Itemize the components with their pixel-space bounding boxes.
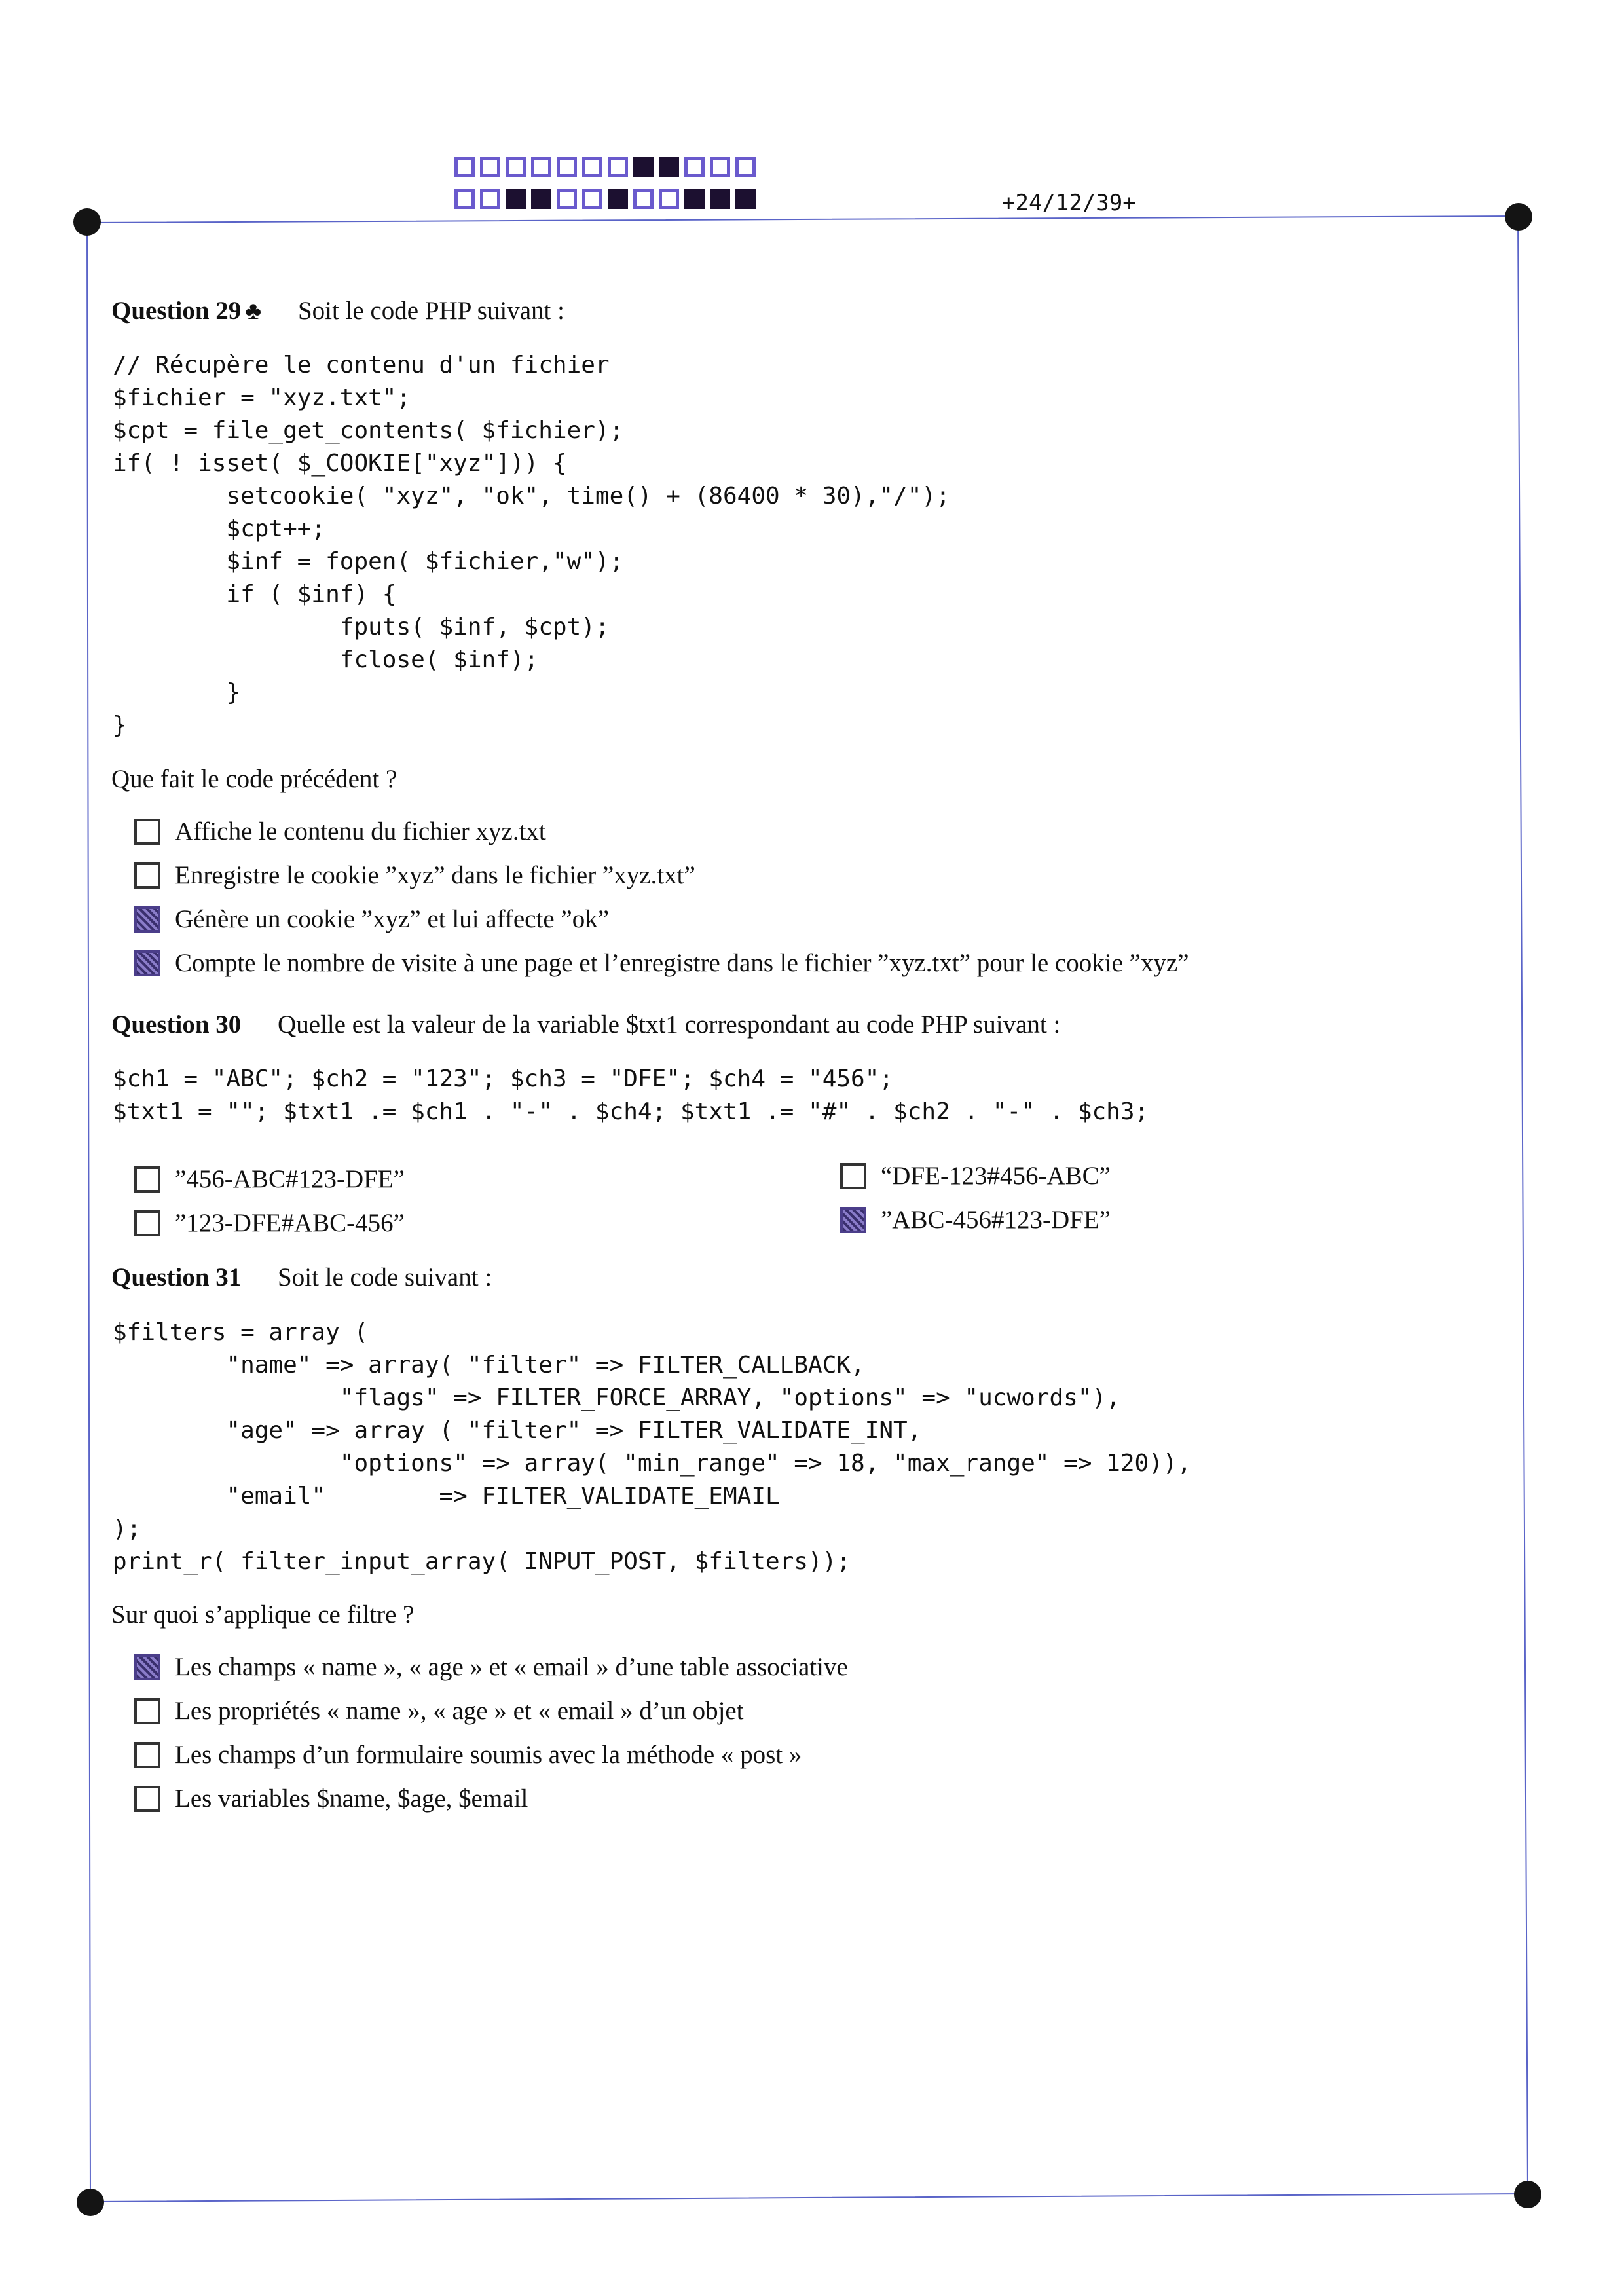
q31-option-4[interactable] <box>134 1784 528 1813</box>
id-box <box>659 189 679 209</box>
q30-option-3[interactable] <box>840 1161 1111 1191</box>
checkbox[interactable] <box>134 1166 160 1193</box>
q30-option-4[interactable] <box>840 1205 1111 1234</box>
option-text: Les champs d’un formulaire soumis avec la méthode « post » <box>175 1741 802 1769</box>
page-id: +24/12/39+ <box>1002 190 1136 216</box>
registration-mark-top-right <box>1505 203 1532 231</box>
id-box <box>582 157 602 177</box>
checkbox[interactable] <box>840 1163 866 1189</box>
q29-option-4[interactable] <box>134 948 1189 978</box>
q31-code-block: $filters = array ( "name" => array( "filter" => FILTER_CALLBACK, "flags" => FILTER_FORCE_ARRAY, "options" => "ucwords"), "age" => array ( "filter" => FILTER_VALIDATE_INT, "options" => array( "min_range" => 18, "max_range" => 120)), "email" => FILTER_VALIDATE_EMAIL ); print_r( filter_input_array( INPUT_POST, $filters)); <box>113 1319 1192 1575</box>
option-text: “DFE-123#456-ABC” <box>881 1162 1111 1190</box>
checkbox[interactable] <box>134 906 160 933</box>
question-prompt: Quelle est la valeur de la variable $txt1 correspondant au code PHP suivant : <box>278 1010 1061 1039</box>
question-prompt: Soit le code suivant : <box>278 1263 492 1291</box>
id-box <box>684 189 705 209</box>
id-box <box>557 189 577 209</box>
option-text: Compte le nombre de visite à une page et l’enregistre dans le fichier ”xyz.txt” pour le cookie ”xyz” <box>175 949 1189 977</box>
q29-option-3[interactable] <box>134 904 609 934</box>
id-box <box>608 157 628 177</box>
id-box-row-1 <box>454 157 756 177</box>
question-29-header <box>111 296 564 325</box>
id-box <box>633 157 654 177</box>
question-label: Question 30 <box>111 1010 242 1039</box>
id-box <box>710 189 730 209</box>
id-box <box>735 189 756 209</box>
checkbox[interactable] <box>134 1698 160 1724</box>
id-box <box>710 157 730 177</box>
checkbox[interactable] <box>134 1786 160 1812</box>
checkbox[interactable] <box>134 1742 160 1768</box>
registration-mark-bottom-right <box>1514 2181 1541 2208</box>
q29-option-1[interactable] <box>134 817 546 846</box>
option-text: ”456-ABC#123-DFE” <box>175 1165 405 1193</box>
id-box <box>608 189 628 209</box>
id-box <box>659 157 679 177</box>
question-30-header <box>111 1010 1060 1039</box>
q29-option-2[interactable] <box>134 861 695 890</box>
id-box <box>735 157 756 177</box>
q31-question: Sur quoi s’applique ce filtre ? <box>111 1601 415 1629</box>
q30-option-1[interactable] <box>134 1164 405 1194</box>
checkbox[interactable] <box>134 862 160 889</box>
club-icon: ♣ <box>245 297 262 325</box>
q30-code-block: $ch1 = "ABC"; $ch2 = "123"; $ch3 = "DFE"; $ch4 = "456"; $txt1 = ""; $txt1 .= $ch1 . "-" . $ch4; $txt1 .= "#" . $ch2 . "-" . $ch3; <box>113 1065 1149 1125</box>
q29-question: Que fait le code précédent ? <box>111 765 397 793</box>
q30-option-2[interactable] <box>134 1208 405 1238</box>
id-box <box>684 157 705 177</box>
option-text: Les champs « name », « age » et « email » d’une table associative <box>175 1653 848 1681</box>
question-31-header <box>111 1263 492 1292</box>
checkbox[interactable] <box>134 950 160 976</box>
id-box <box>506 157 526 177</box>
id-box <box>531 157 551 177</box>
id-box <box>480 189 500 209</box>
option-text: Les variables $name, $age, $email <box>175 1785 528 1813</box>
q31-option-3[interactable] <box>134 1740 802 1769</box>
option-text: ”ABC-456#123-DFE” <box>881 1206 1111 1234</box>
checkbox[interactable] <box>840 1207 866 1233</box>
option-text: ”123-DFE#ABC-456” <box>175 1209 405 1237</box>
option-text: Affiche le contenu du fichier xyz.txt <box>175 817 546 845</box>
id-box <box>633 189 654 209</box>
registration-mark-bottom-left <box>77 2189 104 2216</box>
id-box <box>454 189 475 209</box>
id-box <box>480 157 500 177</box>
id-box <box>531 189 551 209</box>
q29-code-block: // Récupère le contenu d'un fichier $fichier = "xyz.txt"; $cpt = file_get_contents( $fichier); if( ! isset( $_COOKIE["xyz"])) { setcookie( "xyz", "ok", time() + (86400 * 30),"/"); $cpt++; $inf = fopen( $fichier,"w"); if ( $inf) { fputs( $inf, $cpt); fclose( $inf); } } <box>113 352 950 739</box>
question-prompt: Soit le code PHP suivant : <box>297 297 564 325</box>
q31-option-2[interactable] <box>134 1696 744 1726</box>
checkbox[interactable] <box>134 819 160 845</box>
id-box <box>454 157 475 177</box>
question-label: Question 31 <box>111 1263 242 1291</box>
id-box <box>506 189 526 209</box>
registration-mark-top-left <box>73 208 101 236</box>
option-text: Les propriétés « name », « age » et « email » d’un objet <box>175 1697 744 1725</box>
id-box <box>557 157 577 177</box>
option-text: Enregistre le cookie ”xyz” dans le fichier ”xyz.txt” <box>175 861 695 889</box>
q31-option-1[interactable] <box>134 1652 848 1682</box>
id-box <box>582 189 602 209</box>
question-label: Question 29 ♣ <box>111 297 262 325</box>
checkbox[interactable] <box>134 1654 160 1680</box>
checkbox[interactable] <box>134 1210 160 1236</box>
id-box-row-2 <box>454 189 756 209</box>
option-text: Génère un cookie ”xyz” et lui affecte ”ok” <box>175 905 609 933</box>
